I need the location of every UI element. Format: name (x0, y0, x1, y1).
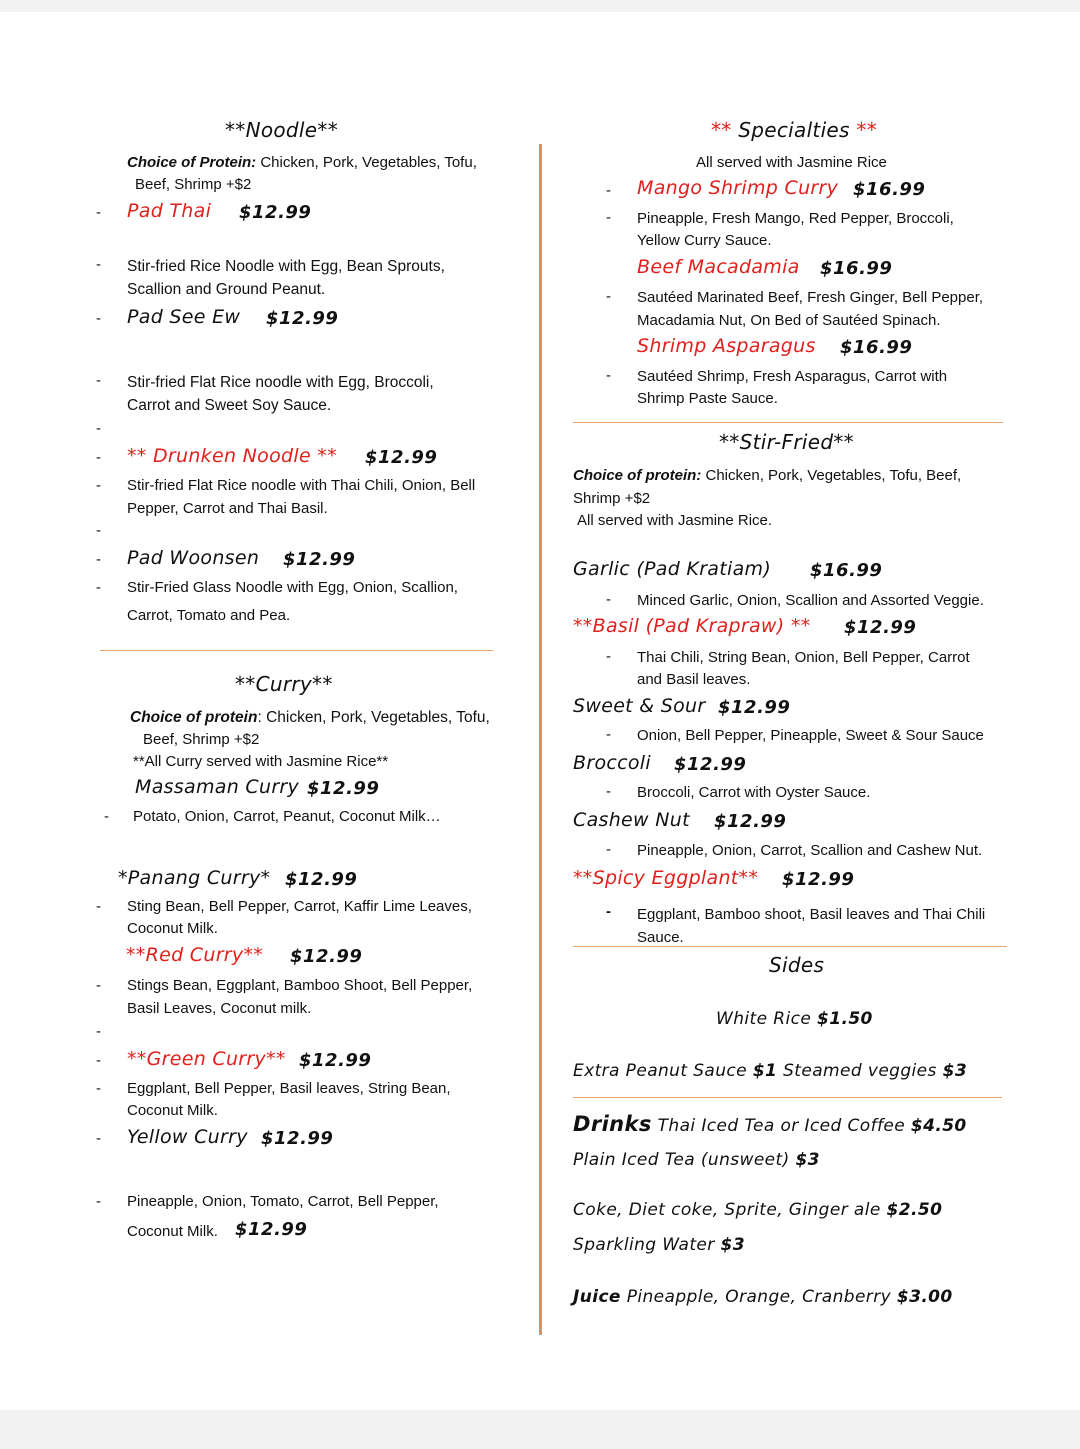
bullet-dash: - (96, 579, 101, 596)
panang-curry-desc-2: Coconut Milk. (127, 920, 218, 937)
pad-woonsen-desc-1: Stir-Fried Glass Noodle with Egg, Onion, Scallion, (127, 579, 458, 596)
green-curry-desc-2: Coconut Milk. (127, 1102, 218, 1119)
beef-macadamia-desc-1: Sautéed Marinated Beef, Fresh Ginger, Bell Pepper, (637, 289, 984, 306)
spicy-eggplant-desc-1: Eggplant, Bamboo shoot, Basil leaves and Thai Chili (637, 906, 986, 923)
stir-fried-protein-list: Chicken, Pork, Vegetables, Tofu, Beef, (701, 467, 962, 484)
green-curry-price: $12.99 (299, 1050, 372, 1071)
basil-name-line (573, 615, 810, 637)
bullet-dash: - (96, 898, 101, 915)
yellow-curry-desc-2: Coconut Milk. (127, 1223, 218, 1240)
plain-tea-line (573, 1150, 820, 1170)
column-divider (539, 144, 542, 1335)
massaman-curry-desc: Potato, Onion, Carrot, Peanut, Coconut Milk… (133, 808, 441, 825)
panang-curry-price: $12.99 (285, 869, 358, 890)
bullet-dash: - (606, 903, 611, 920)
bullet-dash: - (606, 209, 611, 226)
panang-curry-name: *Panang Curry* (118, 867, 271, 889)
basil-price: $12.99 (844, 617, 917, 638)
bullet-dash: - (96, 977, 101, 994)
curry-note: **All Curry served with Jasmine Rice** (133, 753, 389, 770)
mango-shrimp-curry-desc-1: Pineapple, Fresh Mango, Red Pepper, Broccoli, (637, 210, 954, 227)
bullet-dash: - (606, 367, 611, 384)
plain-tea-price: $3 (795, 1150, 820, 1170)
juice-line (573, 1287, 953, 1307)
pad-thai-name: Pad Thai (127, 200, 212, 222)
red-curry-desc-2: Basil Leaves, Coconut milk. (127, 1000, 312, 1017)
bullet-dash: - (96, 477, 101, 494)
bullet-dash: - (606, 841, 611, 858)
sweet-sour-price: $12.99 (718, 697, 791, 718)
drinks-line-1 (573, 1112, 967, 1136)
pad-thai-desc-1: Stir-fried Rice Noodle with Egg, Bean Sprouts, (127, 258, 445, 275)
yellow-curry-price-2: $12.99 (235, 1219, 308, 1240)
steamed-veggies-price: $3 (942, 1061, 968, 1081)
sodas-line (573, 1200, 942, 1220)
pad-woonsen-name: Pad Woonsen (127, 547, 260, 569)
menu-page (0, 12, 1080, 1410)
yellow-curry-price: $12.99 (261, 1128, 334, 1149)
beef-macadamia-price: $16.99 (820, 258, 893, 279)
shrimp-asparagus-name: Shrimp Asparagus (637, 335, 816, 357)
drunken-noodle-name: ** Drunken Noodle ** (127, 445, 337, 467)
white-rice-line (716, 1009, 873, 1029)
stir-fried-protein-line (573, 465, 961, 487)
bullet-dash: - (96, 1023, 101, 1040)
basil-stars-left: ** (573, 615, 593, 637)
noodle-protein-label: Choice of Protein: (127, 154, 257, 171)
pad-see-ew-desc-1: Stir-fried Flat Rice noodle with Egg, Broccoli, (127, 374, 434, 391)
bullet-dash: - (96, 1080, 101, 1097)
bullet-dash: - (96, 256, 101, 273)
tea-coffee-price: $4.50 (910, 1116, 967, 1136)
section-divider (100, 650, 493, 651)
drunken-noodle-desc-2: Pepper, Carrot and Thai Basil. (127, 500, 328, 517)
yellow-curry-name: Yellow Curry (127, 1126, 248, 1148)
juice-label: Juice (573, 1287, 621, 1307)
specialties-title: Specialties (731, 118, 857, 142)
bullet-dash: - (606, 648, 611, 665)
juice-flavors: Pineapple, Orange, Cranberry (626, 1287, 892, 1307)
plain-tea-label: Plain Iced Tea (unsweet) (573, 1150, 790, 1170)
bullet-dash: - (96, 310, 101, 327)
basil-stars-right: ** (784, 615, 811, 637)
stir-fried-note: All served with Jasmine Rice. (577, 512, 773, 529)
red-curry-desc-1: Stings Bean, Eggplant, Bamboo Shoot, Bell Pepper, (127, 977, 473, 994)
garlic-name: Garlic (Pad Kratiam) (573, 558, 772, 580)
sparkling-line (573, 1235, 745, 1255)
garlic-price: $16.99 (810, 560, 883, 581)
juice-price: $3.00 (896, 1287, 953, 1307)
basil-desc-2: and Basil leaves. (637, 671, 751, 688)
curry-protein-list: : Chicken, Pork, Vegetables, Tofu, (257, 709, 490, 726)
spicy-eggplant-price: $12.99 (782, 869, 855, 890)
section-divider (573, 1097, 1002, 1098)
spicy-eggplant-stars-right: ** (738, 867, 759, 889)
curry-heading: **Curry** (235, 672, 333, 696)
sparkling-price: $3 (720, 1235, 745, 1255)
massaman-curry-name: Massaman Curry (135, 776, 300, 798)
panang-curry-desc-1: Sting Bean, Bell Pepper, Carrot, Kaffir Lime Leaves, (127, 898, 472, 915)
bullet-dash: - (96, 1052, 101, 1069)
shrimp-asparagus-desc-2: Shrimp Paste Sauce. (637, 390, 778, 407)
steamed-veggies-label: Steamed veggies (783, 1061, 937, 1081)
spicy-eggplant-desc-2: Sauce. (637, 929, 684, 946)
mango-shrimp-curry-price: $16.99 (853, 179, 926, 200)
shrimp-asparagus-desc-1: Sautéed Shrimp, Fresh Asparagus, Carrot with (637, 368, 948, 385)
sides-heading: Sides (769, 953, 825, 977)
extras-line (573, 1061, 967, 1081)
green-curry-desc-1: Eggplant, Bell Pepper, Basil leaves, String Bean, (127, 1080, 451, 1097)
basil-name: Basil (Pad Krapraw) (592, 615, 785, 637)
broccoli-name: Broccoli (573, 752, 651, 774)
sodas-label: Coke, Diet coke, Sprite, Ginger ale (573, 1200, 881, 1220)
cashew-nut-desc: Pineapple, Onion, Carrot, Scallion and Cashew Nut. (637, 842, 983, 859)
drinks-heading: Drinks (573, 1112, 652, 1136)
tea-coffee-label: Thai Iced Tea or Iced Coffee (657, 1116, 906, 1136)
bullet-dash: - (104, 808, 109, 825)
red-curry-name: **Red Curry** (126, 944, 264, 966)
spicy-eggplant-name-line (573, 867, 758, 889)
spicy-eggplant-name: Spicy Eggplant (592, 867, 739, 889)
beef-macadamia-desc-2: Macadamia Nut, On Bed of Sautéed Spinach. (637, 312, 941, 329)
bullet-dash: - (606, 591, 611, 608)
broccoli-price: $12.99 (674, 754, 747, 775)
bullet-dash: - (606, 726, 611, 743)
bullet-dash: - (606, 288, 611, 305)
curry-protein-label: Choice of protein (130, 709, 258, 726)
bullet-dash: - (96, 551, 101, 568)
beef-macadamia-name: Beef Macadamia (637, 256, 800, 278)
basil-desc-1: Thai Chili, String Bean, Onion, Bell Pepper, Carrot (637, 649, 970, 666)
peanut-sauce-price: $1 (752, 1061, 778, 1081)
curry-protein-line (130, 706, 490, 729)
drunken-noodle-desc-1: Stir-fried Flat Rice noodle with Thai Chili, Onion, Bell (127, 477, 476, 494)
bullet-dash: - (96, 420, 101, 437)
drunken-noodle-price: $12.99 (365, 447, 438, 468)
bullet-dash: - (96, 449, 101, 466)
shrimp-asparagus-price: $16.99 (840, 337, 913, 358)
pad-thai-price: $12.99 (239, 202, 312, 223)
red-curry-price: $12.99 (290, 946, 363, 967)
yellow-curry-desc-1: Pineapple, Onion, Tomato, Carrot, Bell Pepper, (127, 1193, 439, 1210)
bullet-dash: - (606, 783, 611, 800)
white-rice-price: $1.50 (817, 1009, 873, 1029)
bullet-dash: - (96, 372, 101, 389)
bullet-dash: - (96, 1193, 101, 1210)
broccoli-desc: Broccoli, Carrot with Oyster Sauce. (637, 784, 871, 801)
pad-woonsen-price: $12.99 (283, 549, 356, 570)
sodas-price: $2.50 (886, 1200, 943, 1220)
massaman-curry-price: $12.99 (307, 778, 380, 799)
pad-woonsen-desc-2: Carrot, Tomato and Pea. (127, 607, 291, 624)
green-curry-name: **Green Curry** (127, 1048, 286, 1070)
mango-shrimp-curry-desc-2: Yellow Curry Sauce. (637, 232, 772, 249)
section-divider (573, 422, 1003, 423)
noodle-heading: **Noodle** (225, 118, 338, 142)
sweet-sour-desc: Onion, Bell Pepper, Pineapple, Sweet & Sour Sauce (637, 727, 984, 744)
mango-shrimp-curry-name: Mango Shrimp Curry (637, 177, 839, 199)
pad-thai-desc-2: Scallion and Ground Peanut. (127, 281, 326, 298)
peanut-sauce-label: Extra Peanut Sauce (573, 1061, 748, 1081)
specialties-stars-left: ** (711, 118, 732, 142)
section-divider (573, 946, 1007, 947)
bullet-dash: - (96, 522, 101, 539)
specialties-heading (711, 118, 877, 142)
sparkling-label: Sparkling Water (573, 1235, 715, 1255)
pad-see-ew-name: Pad See Ew (127, 306, 241, 328)
curry-protein-list-2: Beef, Shrimp +$2 (143, 731, 260, 748)
pad-see-ew-desc-2: Carrot and Sweet Soy Sauce. (127, 397, 332, 414)
spicy-eggplant-stars-left: ** (573, 867, 593, 889)
cashew-nut-price: $12.99 (714, 811, 787, 832)
specialties-stars-right: ** (856, 118, 878, 142)
noodle-protein-list-2: Beef, Shrimp +$2 (135, 176, 252, 193)
stir-fried-heading: **Stir-Fried** (719, 430, 854, 454)
bullet-dash: - (96, 1130, 101, 1147)
stir-fried-protein-list-2: Shrimp +$2 (573, 490, 651, 507)
bullet-dash: - (606, 182, 611, 199)
stir-fried-protein-label: Choice of protein: (573, 467, 702, 484)
pad-see-ew-price: $12.99 (266, 308, 339, 329)
garlic-desc: Minced Garlic, Onion, Scallion and Assorted Veggie. (637, 592, 984, 609)
bullet-dash: - (96, 204, 101, 221)
noodle-protein-list: Chicken, Pork, Vegetables, Tofu, (256, 154, 477, 171)
sweet-sour-name: Sweet & Sour (573, 695, 706, 717)
cashew-nut-name: Cashew Nut (573, 809, 690, 831)
noodle-protein-line (127, 152, 477, 174)
white-rice-label: White Rice (716, 1009, 812, 1029)
specialties-note: All served with Jasmine Rice (696, 154, 887, 171)
